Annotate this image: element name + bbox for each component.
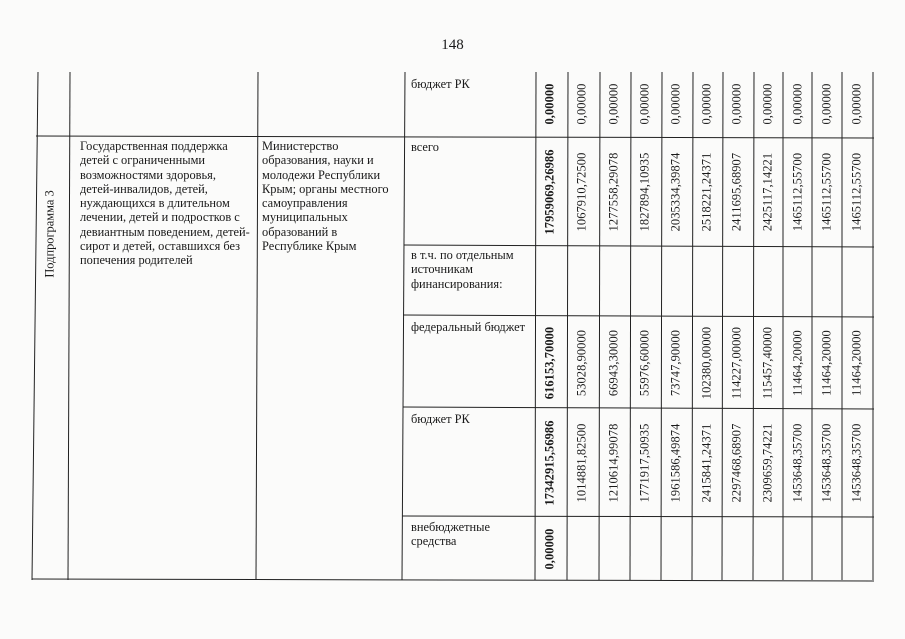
table-cell: 2035334,39874	[668, 152, 683, 232]
table-cell: 1067910,72500	[574, 152, 589, 232]
table-cell: 53028,90000	[574, 329, 589, 397]
row-label-total: всего	[411, 140, 439, 154]
table-cell: 11464,20000	[819, 330, 834, 396]
table-cell: 2411695,68907	[729, 152, 744, 232]
table-cell: 0,00000	[790, 83, 805, 125]
table-cell: 0,00000	[760, 83, 775, 125]
table-cell: 0,00000	[606, 83, 621, 125]
table-cell: 1771917,50935	[637, 423, 652, 503]
row-label-federal: федеральный бюджет	[411, 320, 526, 334]
table-cell-total: 17959069,26986	[542, 149, 557, 235]
table-cell: 1453648,35700	[849, 423, 864, 503]
page-number: 148	[441, 37, 464, 53]
row-label-budget-rk-top: бюджет РК	[411, 77, 470, 91]
table-cell: 102380,00000	[699, 326, 714, 400]
table-cell: 1465112,55700	[819, 152, 834, 232]
table-cell-total: 17342915,56986	[542, 420, 557, 506]
executor-cell: Министерство образования, науки и молодежи Республики Крым; органы местного самоуправления муниципальных образований в Республике Крым	[262, 139, 389, 254]
table-cell: 2297468,68907	[729, 423, 744, 503]
table-cell: 1453648,35700	[819, 423, 834, 503]
subprogram-label-text: Подпрограмма 3	[42, 190, 57, 278]
table-cell: 11464,20000	[849, 330, 864, 396]
table-cell: 1465112,55700	[790, 152, 805, 232]
table-cell: 2518221,24371	[699, 152, 714, 232]
row-label-by-source: в т.ч. по отдельным источникам финансирования:	[411, 248, 514, 291]
row-label-budget-rk: бюджет РК	[411, 412, 470, 426]
table-cell: 2425117,14221	[760, 152, 775, 232]
table-cell-total: 0,00000	[542, 83, 557, 125]
table-cell: 1961586,49874	[668, 423, 683, 503]
table-cell: 0,00000	[729, 83, 744, 125]
table-cell: 0,00000	[819, 83, 834, 125]
table-cell: 1210614,99078	[606, 423, 621, 503]
table-cell: 73747,90000	[668, 329, 683, 397]
table-cell: 2415841,24371	[699, 423, 714, 503]
table-cell: 0,00000	[574, 83, 589, 125]
subprogram-label	[40, 138, 60, 578]
table-cell-total: 616153,70000	[542, 326, 557, 400]
table-cell: 115457,40000	[760, 327, 775, 399]
table-cell: 114227,00000	[729, 327, 744, 399]
table-cell: 11464,20000	[790, 330, 805, 396]
table-cell: 55976,60000	[637, 329, 652, 397]
table-cell: 1827894,10935	[637, 152, 652, 232]
subprogram-description: Государственная поддержка детей с ограниченными возможностями здоровья, детей-инвалидов, детей, нуждающихся в длительном лечении, детей и подростков с девиантным поведением, детей-сирот и детей, оставшихся без попечения родителей	[80, 139, 250, 268]
table-cell-total: 0,00000	[542, 528, 557, 569]
row-label-extrabudgetary: внебюджетные средства	[411, 520, 490, 549]
table-cell: 66943,30000	[606, 329, 621, 397]
table-cell: 0,00000	[849, 83, 864, 125]
table-cell: 0,00000	[699, 83, 714, 125]
table-cell: 1465112,55700	[849, 152, 864, 232]
table-cell: 1277558,29078	[606, 152, 621, 232]
table-cell: 2309659,74221	[760, 423, 775, 503]
table-cell: 0,00000	[668, 83, 683, 125]
table-cell: 1014881,82500	[574, 423, 589, 503]
table-cell: 1453648,35700	[790, 423, 805, 503]
table-cell: 0,00000	[637, 83, 652, 125]
